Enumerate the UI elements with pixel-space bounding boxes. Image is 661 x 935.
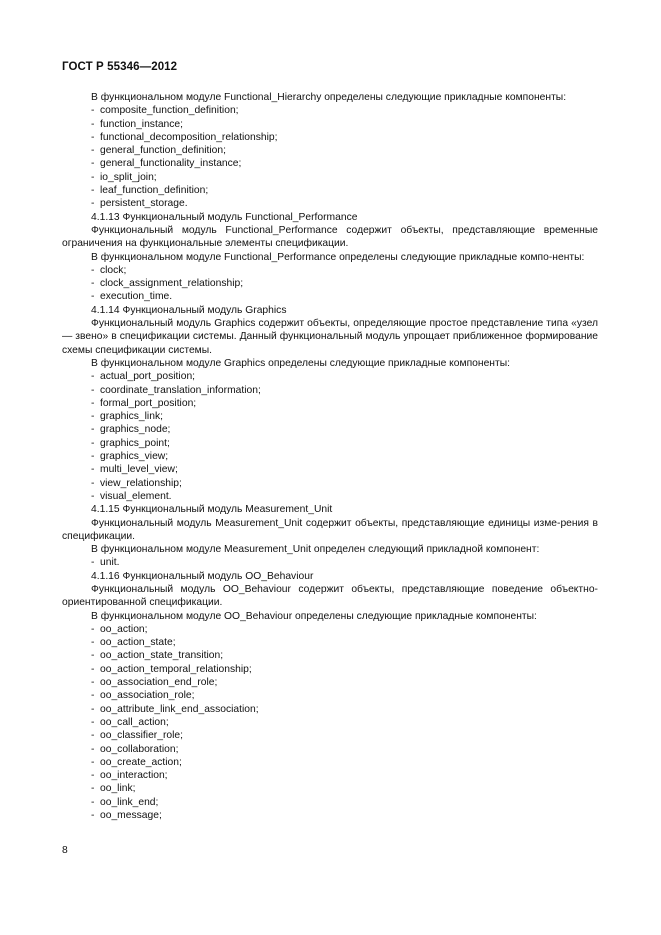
list-item-text: graphics_node; xyxy=(100,424,171,436)
list-dash: - xyxy=(91,796,95,808)
list-dash: - xyxy=(91,411,95,423)
list-dash: - xyxy=(91,264,95,276)
list-dash: - xyxy=(91,703,95,715)
list-item-text: function_instance; xyxy=(100,118,184,130)
list-dash: - xyxy=(91,371,95,383)
list-item-text: general_function_definition; xyxy=(100,145,226,157)
list-dash: - xyxy=(91,690,95,702)
list-item xyxy=(62,370,598,383)
paragraph: 4.1.14 Функциональный модуль Graphics xyxy=(91,304,287,316)
list-item xyxy=(62,410,598,423)
list-item xyxy=(62,397,598,410)
list-item-text: coordinate_translation_information; xyxy=(100,384,261,396)
list-item xyxy=(62,131,598,144)
list-dash: - xyxy=(91,451,95,463)
list-dash: - xyxy=(91,171,95,183)
list-item xyxy=(62,157,598,170)
list-item xyxy=(62,384,598,397)
list-item-text: general_functionality_instance; xyxy=(100,158,242,170)
list-item-text: oo_message; xyxy=(100,810,162,822)
list-item xyxy=(62,490,598,503)
list-item-text: oo_attribute_link_end_association; xyxy=(100,703,259,715)
list-item-text: persistent_storage. xyxy=(100,198,188,210)
list-item xyxy=(62,756,598,769)
list-item xyxy=(62,118,598,131)
list-item-text: io_split_join; xyxy=(100,171,157,183)
list-dash: - xyxy=(91,730,95,742)
list-item xyxy=(62,689,598,702)
list-item-text: oo_call_action; xyxy=(100,716,169,728)
list-item xyxy=(62,782,598,795)
standard-header: ГОСТ Р 55346—2012 xyxy=(62,61,178,73)
list-item-text: oo_association_role; xyxy=(100,690,195,702)
list-item xyxy=(62,437,598,450)
list-item xyxy=(62,676,598,689)
list-dash: - xyxy=(91,490,95,502)
list-dash: - xyxy=(91,770,95,782)
list-item-text: oo_link; xyxy=(100,783,136,795)
list-dash: - xyxy=(91,783,95,795)
paragraph: 4.1.13 Функциональный модуль Functional_Performance xyxy=(91,211,358,223)
list-dash: - xyxy=(91,677,95,689)
list-dash: - xyxy=(91,131,95,143)
list-item-text: graphics_link; xyxy=(100,411,163,423)
list-item xyxy=(62,197,598,210)
list-item xyxy=(62,623,598,636)
list-item-text: visual_element. xyxy=(100,490,172,502)
list-item-text: view_relationship; xyxy=(100,477,182,489)
list-item xyxy=(62,649,598,662)
list-dash: - xyxy=(91,437,95,449)
list-item xyxy=(62,477,598,490)
list-dash: - xyxy=(91,557,95,569)
list-item-text: unit. xyxy=(100,557,120,569)
list-item-text: actual_port_position; xyxy=(100,371,196,383)
paragraph: Функциональный модуль Graphics содержит объекты, определяющие простое представление типа «узел — звено» в спецификации системы. Данный функциональный модуль упрощает приближенное формирование схемы спецификации системы. xyxy=(62,318,598,356)
list-item-text: oo_create_action; xyxy=(100,756,182,768)
list-item xyxy=(62,809,598,822)
paragraph: В функциональном модуле Functional_Hierarchy определены следующие прикладные компоненты: xyxy=(91,92,567,103)
list-item-text: formal_port_position; xyxy=(100,397,197,409)
list-item-text: composite_function_definition; xyxy=(100,105,239,117)
list-item xyxy=(62,423,598,436)
list-item xyxy=(62,703,598,716)
list-dash: - xyxy=(91,118,95,130)
list-item-text: leaf_function_definition; xyxy=(100,185,209,197)
list-dash: - xyxy=(91,810,95,822)
list-dash: - xyxy=(91,637,95,649)
list-dash: - xyxy=(91,424,95,436)
list-item xyxy=(62,290,598,303)
list-item-text: functional_decomposition_relationship; xyxy=(100,131,278,143)
list-item xyxy=(62,277,598,290)
document-body xyxy=(62,91,598,822)
list-dash: - xyxy=(91,464,95,476)
paragraph: В функциональном модуле Measurement_Unit определен следующий прикладной компонент: xyxy=(91,544,540,556)
page-number: 8 xyxy=(62,845,68,856)
paragraph: В функциональном модуле Functional_Performance определены следующие прикладные компо-ненты: xyxy=(91,251,585,263)
list-dash: - xyxy=(91,623,95,635)
list-item xyxy=(62,556,598,569)
list-item xyxy=(62,450,598,463)
list-dash: - xyxy=(91,477,95,489)
list-item xyxy=(62,743,598,756)
list-item xyxy=(62,636,598,649)
paragraph: Функциональный модуль Functional_Performance содержит объекты, представляющие временные ограничения на функциональные элементы спецификации. xyxy=(62,224,598,250)
list-item xyxy=(62,769,598,782)
list-item xyxy=(62,144,598,157)
paragraph: Функциональный модуль OO_Behaviour содержит объекты, представляющие поведение объектно-ориентированной спецификации. xyxy=(62,583,598,609)
paragraph: 4.1.15 Функциональный модуль Measurement_Unit xyxy=(91,504,333,516)
list-dash: - xyxy=(91,397,95,409)
paragraph: Функциональный модуль Measurement_Unit содержит объекты, представляющие единицы изме-рения в спецификации. xyxy=(62,517,598,542)
list-item-text: execution_time. xyxy=(100,291,173,303)
list-item-text: graphics_point; xyxy=(100,437,170,449)
list-dash: - xyxy=(91,198,95,210)
list-item-text: oo_action_state_transition; xyxy=(100,650,224,662)
list-dash: - xyxy=(91,756,95,768)
list-dash: - xyxy=(91,650,95,662)
list-dash: - xyxy=(91,716,95,728)
list-item-text: oo_interaction; xyxy=(100,770,168,782)
list-item xyxy=(62,184,598,197)
list-item-text: graphics_view; xyxy=(100,451,169,463)
list-item xyxy=(62,171,598,184)
list-dash: - xyxy=(91,663,95,675)
list-item-text: clock; xyxy=(100,264,127,276)
paragraph: В функциональном модуле OO_Behaviour определены следующие прикладные компоненты: xyxy=(91,610,537,622)
list-item-text: clock_assignment_relationship; xyxy=(100,278,244,290)
list-dash: - xyxy=(91,384,95,396)
list-item-text: oo_collaboration; xyxy=(100,743,179,755)
list-item xyxy=(62,463,598,476)
list-item xyxy=(62,796,598,809)
list-dash: - xyxy=(91,291,95,303)
list-dash: - xyxy=(91,278,95,290)
list-item-text: oo_association_end_role; xyxy=(100,677,218,689)
list-item-text: oo_action_state; xyxy=(100,637,176,649)
list-item-text: multi_level_view; xyxy=(100,464,178,476)
list-item xyxy=(62,264,598,277)
list-dash: - xyxy=(91,105,95,117)
list-dash: - xyxy=(91,145,95,157)
list-item xyxy=(62,729,598,742)
list-item-text: oo_classifier_role; xyxy=(100,730,183,742)
list-item-text: oo_link_end; xyxy=(100,796,159,808)
list-dash: - xyxy=(91,743,95,755)
list-item xyxy=(62,104,598,117)
list-item-text: oo_action_temporal_relationship; xyxy=(100,663,252,675)
list-dash: - xyxy=(91,185,95,197)
list-item xyxy=(62,663,598,676)
paragraph: 4.1.16 Функциональный модуль OO_Behaviour xyxy=(91,570,314,582)
list-item-text: oo_action; xyxy=(100,623,148,635)
paragraph: В функциональном модуле Graphics определены следующие прикладные компоненты: xyxy=(91,357,510,369)
list-item xyxy=(62,716,598,729)
list-dash: - xyxy=(91,158,95,170)
